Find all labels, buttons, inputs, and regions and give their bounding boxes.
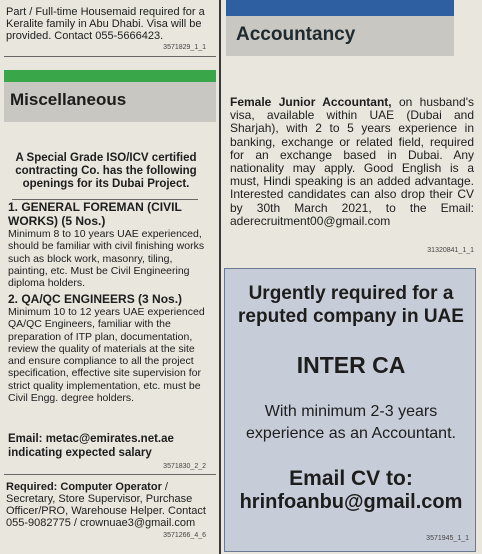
junior-accountant-ref: 31320841_1_1 xyxy=(427,247,474,254)
contracting-ref: 3571830_2_2 xyxy=(163,463,206,470)
inter-ca-headline-1: Urgently required for a xyxy=(248,283,454,304)
right-column xyxy=(224,0,482,554)
accountancy-accent-bar xyxy=(226,0,454,16)
junior-accountant-lead: Female Junior Accountant, xyxy=(230,95,392,109)
position-1-title: 1. GENERAL FOREMAN (CIVIL WORKS) (5 Nos.) xyxy=(8,200,182,228)
position-2-title: 2. QA/QC ENGINEERS (3 Nos.) xyxy=(8,292,183,306)
inter-ca-ref: 3571945_1_1 xyxy=(426,535,469,542)
contracting-heading: A Special Grade ISO/ICV certified contracting Co. has the following openings for its Dubai Project. xyxy=(15,152,197,190)
housemaid-ad xyxy=(6,6,212,42)
inter-ca-company: INTER CA xyxy=(296,352,406,378)
computer-operator-ad xyxy=(6,481,212,529)
accountancy-section-title: Accountancy xyxy=(236,24,356,45)
computer-operator-ref: 3571266_4_6 xyxy=(163,532,206,539)
position-2-body: Minimum 10 to 12 years UAE experienced QA/QC Engineers, familiar with the preparation of ITP plan, documentation, review the quality of materials at the site and ensure compliance to all the project specification, effective site supervision for strict quality implementation, etc. must be Civil Engg. degree holders. xyxy=(8,306,205,405)
position-2 xyxy=(8,292,208,404)
misc-accent-bar xyxy=(4,70,216,82)
position-1-body: Minimum 8 to 10 years UAE experienced, should be familiar with civil finishing works such as block work, masonry, tiling, painting, etc. Must be Civil Engineering diploma holders. xyxy=(8,228,205,290)
computer-operator-text: / Secretary, Store Supervisor, Purchase Officer/PRO, Warehouse Helper. Contact 055-9082775 / crownuae3@gmail.com xyxy=(6,481,206,529)
housemaid-ad-lead: Part / Full-time xyxy=(6,6,78,18)
divider xyxy=(4,56,216,57)
housemaid-ad-ref: 3571829_1_1 xyxy=(163,44,206,51)
junior-accountant-text: on husband's visa, available within UAE (Dubai and Sharjah), with 2 to 5 years experience in banking, exchange or related field, required for an exchange based in Dubai. Any nationality may apply. Good English is a must, Hindi speaking is an added advantage. Interested candidates can also drop their CV by 30th March 2021, to the Email: aderecruitment00@gmail.com xyxy=(230,95,474,228)
inter-ca-headline-2: reputed company in UAE xyxy=(238,306,464,327)
inter-ca-email: hrinfoanbu@gmail.com xyxy=(239,491,463,513)
contracting-email: Email: metac@emirates.net.ae indicating expected salary xyxy=(8,433,174,459)
inter-ca-requirement-1: With minimum 2-3 years xyxy=(264,403,438,420)
inter-ca-ad xyxy=(224,268,476,552)
column-rule xyxy=(219,0,221,554)
computer-operator-lead: Required: Computer Operator xyxy=(6,481,162,493)
housemaid-ad-text: Housemaid required for a Keralite family in Abu Dhabi. Visa will be provided. Contact 055-5666423. xyxy=(6,6,205,42)
left-column xyxy=(0,0,218,554)
divider xyxy=(4,474,216,475)
inter-ca-requirement-2: experience as an Accountant. xyxy=(246,425,456,442)
junior-accountant-ad xyxy=(230,96,474,228)
position-1 xyxy=(8,200,208,289)
inter-ca-cta: Email CV to: xyxy=(289,467,413,490)
misc-section-title: Miscellaneous xyxy=(10,90,127,109)
